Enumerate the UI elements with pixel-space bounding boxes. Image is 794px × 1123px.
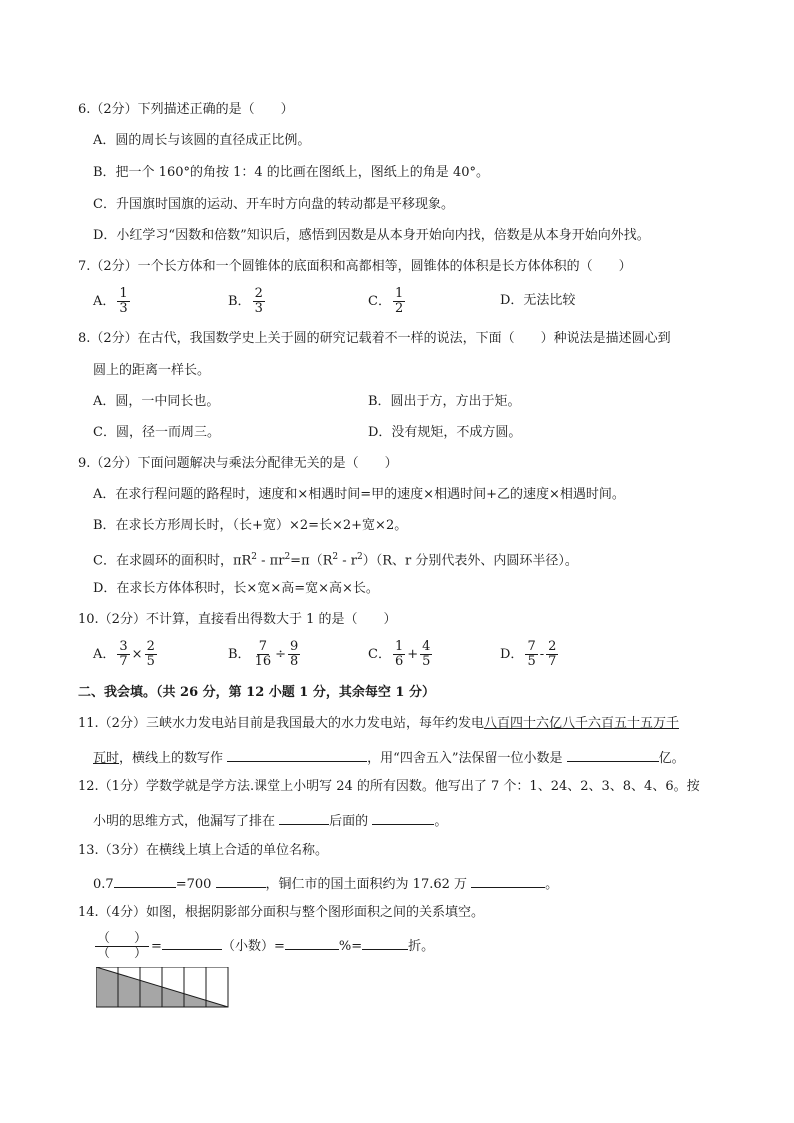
q14-text: %= [338,939,363,954]
q9-option-c [93,548,578,570]
numerator: 2 [254,286,263,301]
section-title: 二、我会填。（共 26 分，第 12 小题 1 分，其余每空 1 分） [78,685,435,700]
numerator: 1 [394,286,404,301]
q10-a-label: A． [93,647,116,662]
q8-option-d: D．没有规矩，不成方圆。 [368,425,522,440]
numerator-blank [95,932,149,947]
q11-underlined-number: 八百四十六亿八千六百五十五万千 [483,716,679,731]
q14-text: = [151,939,162,954]
numerator: 3 [119,639,128,654]
paren-left: （ [97,931,111,946]
answer-blank[interactable] [372,810,434,825]
q8-option-c: C．圆，径一而周三。 [93,425,220,440]
q8-stem-line1: 8.（2分）在古代，我国数学史上关于圆的研究记载着不一样的说法，下面（ ）种说法是描述圆心到 [78,331,671,346]
q9-c-text: =π（R [290,553,333,569]
q7-b-label: B． [228,294,251,309]
denominator: 16 [254,654,272,669]
fraction [253,640,274,669]
q6-option-b: B．把一个 160°的角按 1：4 的比画在图纸上，图纸上的角是 40°。 [93,165,489,180]
q7-stem: 7.（2分）一个长方体和一个圆锥体的底面积和高都相等，圆锥体的体积是长方体体积的（ ） [78,259,632,274]
operator: + [407,647,419,662]
denominator: 5 [146,654,155,669]
fraction [117,640,129,669]
q7-c-label: C． [368,294,391,309]
denominator: 3 [119,301,128,316]
fraction [288,640,300,669]
q9-c-text: - r [338,553,358,569]
shaded-rectangle-figure [96,967,232,1009]
answer-blank[interactable] [285,935,339,950]
paren-right: ） [134,931,148,946]
q13-stem: 13.（3分）在横线上填上合适的单位名称。 [78,843,328,858]
q13-line2 [93,873,558,894]
numerator: 1 [394,639,404,654]
q12-line1: 12.（1分）学数学就是学方法.课堂上小明写 24 的所有因数。他写出了 7 个：1、24、2、3、8、4、6。按 [78,779,700,794]
numerator: 7 [258,639,267,654]
q11-line2 [93,747,685,768]
q10-b-label: B． [228,647,251,662]
denominator: 6 [394,654,404,669]
answer-blank[interactable] [279,810,329,825]
fraction [525,640,537,669]
fraction [393,640,405,669]
q13-text: 。 [545,877,559,892]
denominator: 2 [394,301,404,316]
paren-left: （ [97,946,111,961]
q12-text: 。 [434,814,448,829]
q10-option-b [228,640,302,669]
operator: ÷ [275,647,287,662]
q11-text: ，横线上的数写作 [119,751,224,766]
answer-blank[interactable] [567,747,659,762]
q6-option-c: C．升国旗时国旗的运动、开车时方向盘的转动都是平移现象。 [93,197,454,212]
q9-c-text: ）（R、r 分别代表外、内圆环半径）。 [362,553,578,569]
q10-stem: 10.（2分）不计算，直接看出得数大于 1 的是（ ） [78,612,397,627]
q13-text: =700 [175,877,212,892]
fraction [393,287,405,316]
q9-c-text: C．在求圆环的面积时，πR [93,553,252,569]
q6-option-a: A．圆的周长与该圆的直径成正比例。 [93,133,311,148]
numerator: 4 [422,639,431,654]
q8-option-b: B．圆出于方，方出于矩。 [368,394,521,409]
fraction-blank[interactable] [95,932,149,961]
exponent: 2 [251,552,258,562]
q11-underlined-unit: 瓦时 [93,751,120,766]
operator: - [539,647,545,662]
q12-text: 后面的 [329,814,369,829]
denominator: 5 [422,654,431,669]
q8-stem-line2: 圆上的距离一样长。 [93,363,211,378]
q10-option-a [93,640,159,669]
q9-option-b: B．在求长方形周长时，（长+宽）×2=长×2+宽×2。 [93,518,408,533]
fraction [420,640,432,669]
answer-blank[interactable] [114,873,176,888]
numerator: 2 [146,639,155,654]
q9-option-d: D．在求长方体体积时，长×宽×高=宽×高×长。 [93,581,379,596]
q14-line2 [93,932,434,961]
q14-text: 折。 [408,939,435,954]
paren-right: ） [134,946,148,961]
answer-blank[interactable] [216,873,266,888]
fraction [253,287,265,316]
q13-text: ，铜仁市的国土面积约为 17.62 万 [265,877,468,892]
q10-c-label: C． [368,647,391,662]
exponent: 2 [284,552,291,562]
q11-text: 11.（2分）三峡水力发电站目前是我国最大的水力发电站，每年约发电 [78,716,484,731]
exponent: 2 [332,552,339,562]
q7-option-a [93,287,132,316]
q14-text: （小数）= [221,939,285,954]
q12-line2 [93,810,447,831]
fraction [546,640,558,669]
numerator: 1 [119,286,128,301]
answer-blank[interactable] [162,935,222,950]
q7-option-c [368,287,407,316]
denominator: 8 [290,654,299,669]
denominator: 5 [527,654,536,669]
answer-blank[interactable] [362,935,408,950]
exponent: 2 [357,552,363,562]
operator: × [131,647,143,662]
q11-text: 亿。 [658,751,685,766]
denominator: 7 [119,654,128,669]
q11-text: ，用“四舍五入”法保留一位小数是 [367,751,563,766]
q9-stem: 9.（2分）下面问题解决与乘法分配律无关的是（ ） [78,456,398,471]
q9-option-a: A．在求行程问题的路程时，速度和×相遇时间=甲的速度×相遇时间+乙的速度×相遇时间。 [93,487,625,502]
q6-option-d: D．小红学习“因数和倍数”知识后，感悟到因数是从本身开始向内找，倍数是从本身开始向外找。 [93,228,650,243]
q8-option-a: A．圆，一中同长也。 [93,394,220,409]
q7-a-label: A． [93,294,116,309]
numerator: 2 [548,639,557,654]
denominator: 3 [254,301,263,316]
q12-text: 小明的思维方式，他漏写了排在 [93,814,276,829]
q10-option-c [368,640,434,669]
q10-option-d [500,640,560,669]
numerator: 9 [290,639,299,654]
answer-blank[interactable] [471,873,545,888]
q6-stem: 6.（2分）下列描述正确的是（ ） [78,102,294,117]
answer-blank[interactable] [227,747,367,762]
numerator: 7 [527,639,536,654]
q9-c-text: - πr [257,553,285,569]
q13-text: 0.7 [93,877,114,892]
denominator: 7 [548,654,557,669]
fraction [145,640,157,669]
denominator-blank [95,947,149,961]
fraction [117,287,129,316]
q14-stem: 14.（4分）如图，根据阴影部分面积与整个图形面积之间的关系填空。 [78,905,484,920]
q11-line1 [78,715,679,733]
q7-option-b [228,287,267,316]
q10-d-label: D． [500,647,524,662]
q7-option-d: D．无法比较 [500,293,576,308]
